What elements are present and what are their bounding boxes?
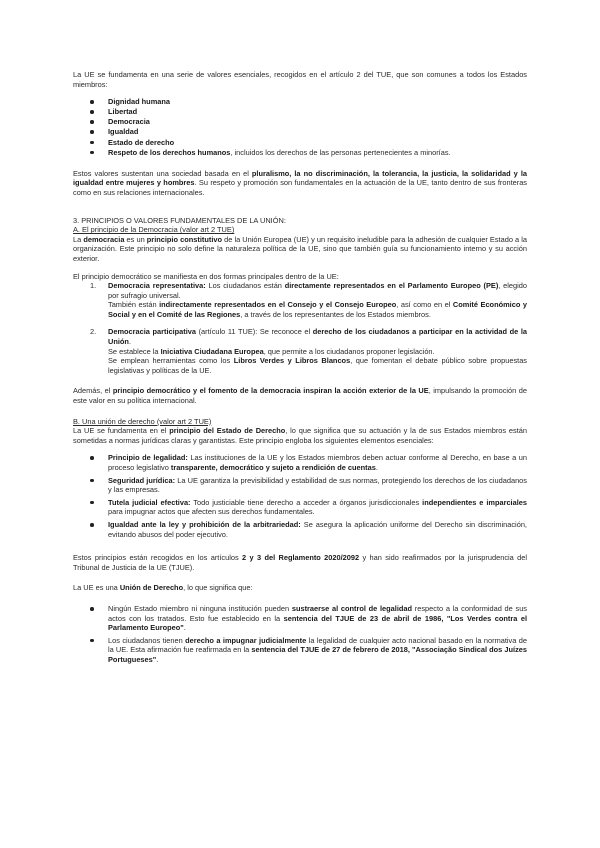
intro-paragraph: La UE se fundamenta en una serie de valores esenciales, recogidos en el artículo 2 del TUE, que son comunes a todos los Estados miembros: [73, 70, 527, 89]
list-item: Respeto de los derechos humanos, incluidos los derechos de las personas pertenecientes a minorías. [73, 148, 527, 158]
subsection-title-b: B. Una unión de derecho (valor art 2 TUE) [73, 416, 212, 426]
union-points-list [73, 604, 527, 665]
collected-paragraph: Estos principios están recogidos en los artículos 2 y 3 del Reglamento 2020/2092 y han sido reafirmados por la jurisprudencia del Tribunal de Justicia de la UE (TJUE). [73, 553, 527, 572]
numbered-item-participative: 2. Democracia participativa (artículo 11 TUE): Se reconoce el derecho de los ciudadanos a participar en la actividad de la Unión. Se establece la Iniciativa Ciudadana Europea, que permite a los ciudadanos proponer legislación. Se emplean herramientas como los Libros Verdes y Libros Blancos, que fomentan el debate público sobre propuestas legislativas y políticas de la UE. [90, 327, 528, 375]
numbered-item-representative: 1. Democracia representativa: Los ciudadanos están directamente representados en el Parlamento Europeo (PE), elegido por sufragio universal. También están indirectamente representados en el Consejo y el Consejo Europeo, así como en el Comité Económico y Social y en el Comité de las Regiones, a través de los representantes de los Estados miembros. [90, 281, 527, 319]
list-item: Dignidad humana [73, 97, 527, 107]
rule-of-law-paragraph: La UE se fundamenta en el principio del Estado de Derecho, lo que significa que su actuación y la de sus Estados miembros están sometidas a normas jurídicas claras y garantistas. Este principio engloba los siguientes elementos esenciales: [73, 426, 528, 445]
list-item: Principio de legalidad: Las instituciones de la UE y los Estados miembros deben actuar conforme al Derecho, en base a un proceso legislativo transparente, democrático y sujeto a rendición de cuentas. [73, 453, 527, 472]
society-paragraph: Estos valores sustentan una sociedad basada en el pluralismo, la no discriminación, la tolerancia, la justicia, la solidaridad y la igualdad entre mujeres y hombres. Su respeto y promoción son fundamentales en la actuación de la UE, tanto dentro de sus fronteras como en sus relaciones internacionales. [73, 168, 528, 197]
section-title: 3. PRINCIPIOS O VALORES FUNDAMENTALES DE LA UNIÓN: [73, 215, 286, 225]
union-paragraph: La UE es una Unión de Derecho, lo que significa que: [73, 583, 253, 593]
list-item: Tutela judicial efectiva: Todo justiciable tiene derecho a acceder a órganos jurisdiccionales independientes e imparciales para impugnar actos que afecten sus derechos fundamentales. [73, 498, 527, 517]
list-item: Igualdad [73, 127, 527, 137]
document-body [73, 70, 527, 668]
list-item: Seguridad jurídica: La UE garantiza la previsibilidad y estabilidad de sus normas, protegiendo los derechos de los ciudadanos y las empresas. [73, 476, 527, 495]
list-item: Estado de derecho [73, 138, 527, 148]
external-action-paragraph: Además, el principio democrático y el fomento de la democracia inspiran la acción exterior de la UE, impulsando la promoción de este valor en su política internacional. [73, 386, 527, 406]
list-item: Los ciudadanos tienen derecho a impugnar judicialmente la legalidad de cualquier acto nacional basado en la normativa de la UE. Esta afirmación fue reafirmada en la sentencia del TJUE de 27 de febrero de 2018, "Associação Sindical dos Juízes Portugueses". [73, 636, 527, 665]
subsection-title-a: A. El principio de la Democracia (valor art 2 TUE) [73, 225, 235, 235]
democracy-paragraph: La democracia es un principio constitutivo de la Unión Europea (UE) y un requisito ineludible para la adhesión de cualquier Estado a la organización. Este principio no solo define la naturaleza política de la UE, sino que también guía su funcionamiento interno y su acción exterior. [73, 234, 528, 263]
forms-intro: El principio democrático se manifiesta en dos formas principales dentro de la UE: [73, 271, 339, 281]
elements-list [73, 453, 527, 539]
values-list [73, 97, 527, 157]
list-item: Democracia [73, 117, 527, 127]
list-item: Igualdad ante la ley y prohibición de la arbitrariedad: Se asegura la aplicación uniforme del Derecho sin discriminación, evitando abusos del poder ejecutivo. [73, 520, 527, 539]
list-item: Ningún Estado miembro ni ninguna institución pueden sustraerse al control de legalidad respecto a la conformidad de sus actos con los tratados. Esto fue establecido en la sentencia del TJUE de 23 de abril de 1986, "Los Verdes contra el Parlamento Europeo". [73, 604, 527, 633]
list-item: Libertad [73, 107, 527, 117]
